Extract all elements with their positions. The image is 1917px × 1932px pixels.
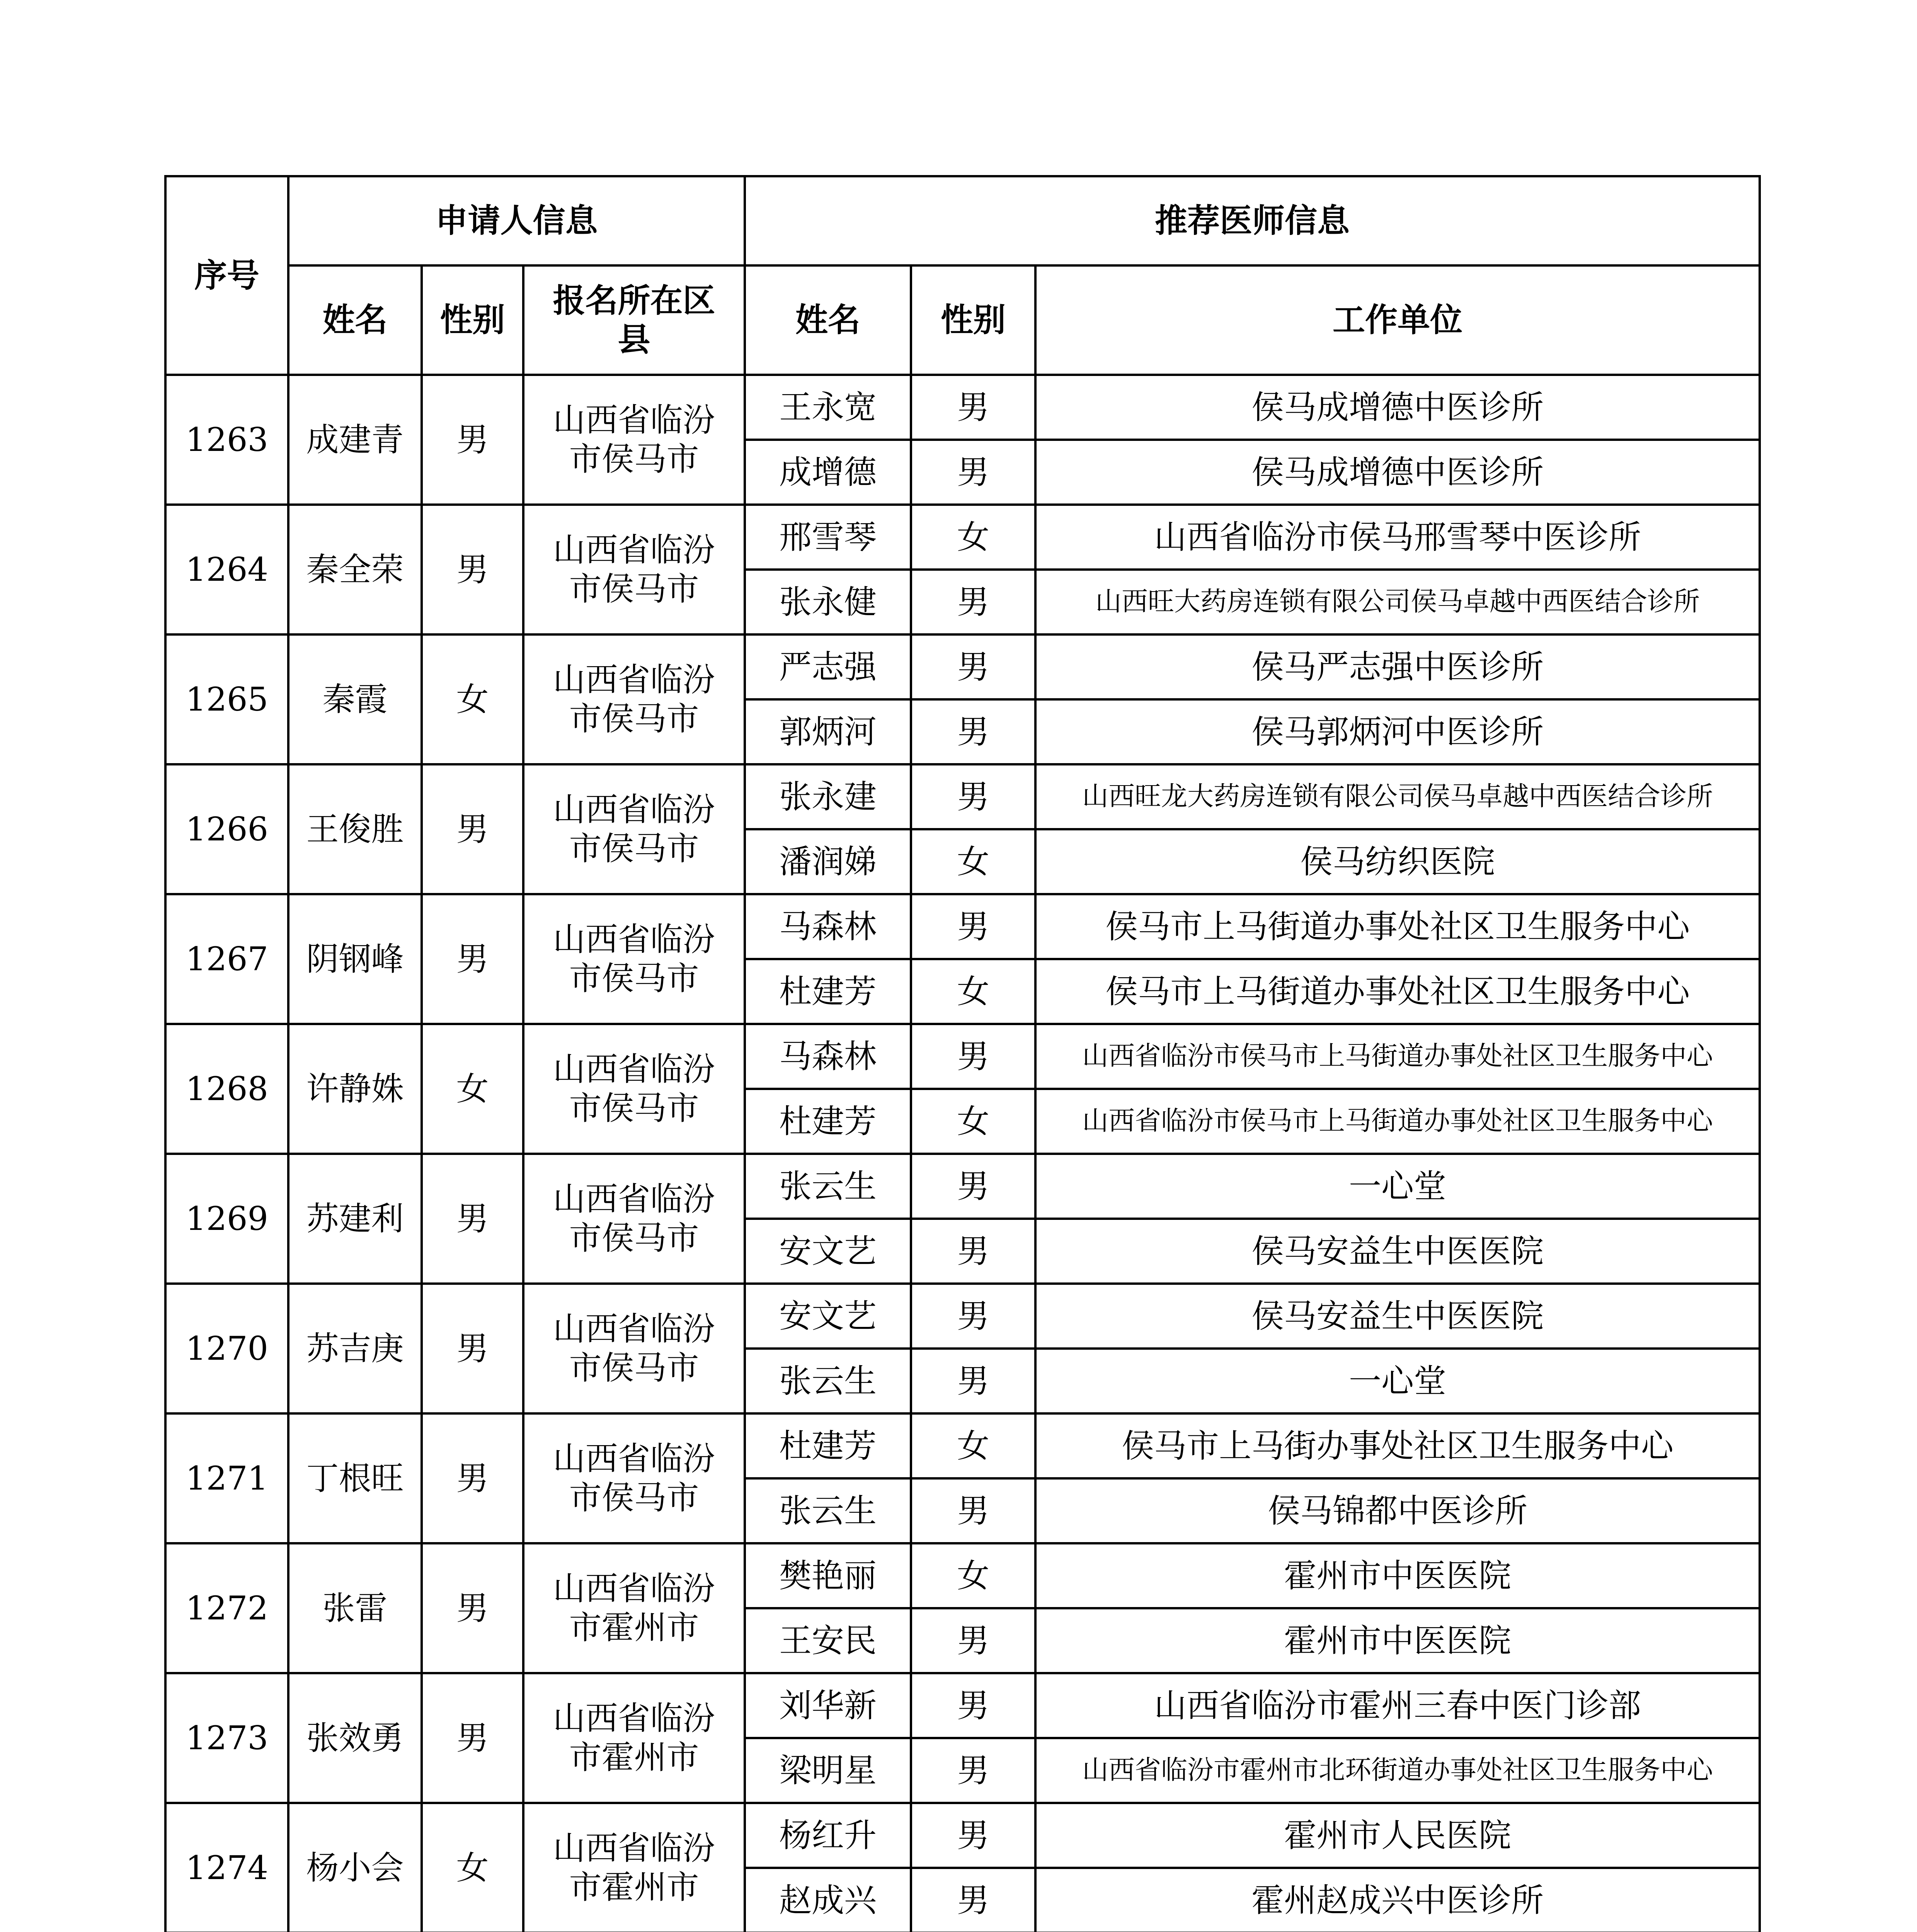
cell-applicant-county: 山西省临汾市霍州市 <box>523 1543 745 1673</box>
header-applicant-name: 姓名 <box>288 265 422 375</box>
cell-doctor-name: 王永宽 <box>745 375 911 440</box>
cell-seq: 1272 <box>165 1543 288 1673</box>
cell-doctor-unit: 侯马纺织医院 <box>1035 829 1760 894</box>
cell-doctor-name: 张云生 <box>745 1349 911 1413</box>
cell-doctor-gender: 男 <box>911 699 1035 764</box>
cell-doctor-gender: 男 <box>911 1478 1035 1543</box>
cell-doctor-unit: 山西省临汾市侯马市上马街道办事处社区卫生服务中心 <box>1035 1024 1760 1089</box>
header-doctor-gender: 性别 <box>911 265 1035 375</box>
cell-doctor-name: 潘润娣 <box>745 829 911 894</box>
cell-doctor-unit: 侯马严志强中医诊所 <box>1035 634 1760 699</box>
cell-applicant-name: 丁根旺 <box>288 1413 422 1543</box>
cell-seq: 1268 <box>165 1024 288 1154</box>
cell-doctor-unit: 侯马市上马街道办事处社区卫生服务中心 <box>1035 894 1760 959</box>
cell-doctor-gender: 男 <box>911 375 1035 440</box>
cell-doctor-gender: 男 <box>911 764 1035 829</box>
cell-doctor-gender: 男 <box>911 440 1035 505</box>
cell-doctor-gender: 男 <box>911 1608 1035 1673</box>
cell-doctor-gender: 男 <box>911 1219 1035 1284</box>
header-applicant-group: 申请人信息 <box>288 176 745 265</box>
cell-doctor-unit: 霍州市中医医院 <box>1035 1608 1760 1673</box>
table-row <box>165 634 1760 699</box>
cell-doctor-gender: 女 <box>911 1543 1035 1608</box>
cell-doctor-unit: 侯马郭炳河中医诊所 <box>1035 699 1760 764</box>
cell-doctor-name: 赵成兴 <box>745 1868 911 1932</box>
cell-doctor-unit: 侯马市上马街办事处社区卫生服务中心 <box>1035 1413 1760 1478</box>
cell-applicant-county: 山西省临汾市侯马市 <box>523 634 745 764</box>
cell-doctor-name: 邢雪琴 <box>745 505 911 570</box>
cell-applicant-name: 许静姝 <box>288 1024 422 1154</box>
cell-applicant-name: 秦全荣 <box>288 505 422 634</box>
table-row <box>165 1284 1760 1349</box>
cell-applicant-county: 山西省临汾市侯马市 <box>523 764 745 894</box>
cell-doctor-gender: 男 <box>911 1673 1035 1738</box>
cell-applicant-gender: 男 <box>422 1543 523 1673</box>
cell-doctor-gender: 男 <box>911 1154 1035 1219</box>
header-applicant-county: 报名所在区县 <box>523 265 745 375</box>
header-row-group <box>165 176 1760 265</box>
cell-doctor-gender: 男 <box>911 1349 1035 1413</box>
header-doctor-unit: 工作单位 <box>1035 265 1760 375</box>
cell-doctor-name: 安文艺 <box>745 1284 911 1349</box>
cell-doctor-gender: 男 <box>911 1024 1035 1089</box>
cell-doctor-unit: 侯马安益生中医医院 <box>1035 1284 1760 1349</box>
cell-doctor-gender: 女 <box>911 1413 1035 1478</box>
cell-applicant-name: 杨小会 <box>288 1803 422 1932</box>
cell-doctor-name: 张永建 <box>745 764 911 829</box>
cell-doctor-name: 严志强 <box>745 634 911 699</box>
cell-doctor-unit: 霍州赵成兴中医诊所 <box>1035 1868 1760 1932</box>
cell-doctor-name: 郭炳河 <box>745 699 911 764</box>
cell-doctor-unit: 霍州市人民医院 <box>1035 1803 1760 1868</box>
cell-doctor-unit: 山西旺大药房连锁有限公司侯马卓越中西医结合诊所 <box>1035 570 1760 634</box>
cell-doctor-unit: 一心堂 <box>1035 1349 1760 1413</box>
cell-seq: 1263 <box>165 375 288 505</box>
cell-applicant-gender: 男 <box>422 375 523 505</box>
cell-doctor-name: 马森林 <box>745 894 911 959</box>
cell-doctor-unit: 侯马成增德中医诊所 <box>1035 375 1760 440</box>
cell-applicant-gender: 男 <box>422 505 523 634</box>
cell-doctor-gender: 女 <box>911 1089 1035 1154</box>
cell-doctor-gender: 男 <box>911 634 1035 699</box>
cell-doctor-name: 王安民 <box>745 1608 911 1673</box>
cell-doctor-name: 杨红升 <box>745 1803 911 1868</box>
table-row <box>165 1543 1760 1608</box>
cell-doctor-gender: 女 <box>911 959 1035 1024</box>
cell-doctor-name: 杜建芳 <box>745 1089 911 1154</box>
cell-applicant-name: 苏吉庚 <box>288 1284 422 1413</box>
cell-applicant-county: 山西省临汾市侯马市 <box>523 1024 745 1154</box>
cell-doctor-name: 张云生 <box>745 1154 911 1219</box>
cell-doctor-unit: 山西省临汾市侯马邢雪琴中医诊所 <box>1035 505 1760 570</box>
cell-applicant-gender: 男 <box>422 894 523 1024</box>
cell-applicant-name: 阴钢峰 <box>288 894 422 1024</box>
cell-doctor-unit: 山西省临汾市霍州三春中医门诊部 <box>1035 1673 1760 1738</box>
cell-doctor-unit: 山西旺龙大药房连锁有限公司侯马卓越中西医结合诊所 <box>1035 764 1760 829</box>
table-row <box>165 764 1760 829</box>
cell-doctor-gender: 女 <box>911 505 1035 570</box>
cell-doctor-name: 杜建芳 <box>745 1413 911 1478</box>
cell-applicant-gender: 男 <box>422 1284 523 1413</box>
header-applicant-gender: 性别 <box>422 265 523 375</box>
cell-doctor-gender: 男 <box>911 1868 1035 1932</box>
cell-applicant-gender: 男 <box>422 764 523 894</box>
cell-doctor-unit: 一心堂 <box>1035 1154 1760 1219</box>
cell-doctor-gender: 女 <box>911 829 1035 894</box>
cell-doctor-unit: 侯马成增德中医诊所 <box>1035 440 1760 505</box>
cell-seq: 1271 <box>165 1413 288 1543</box>
cell-doctor-unit: 山西省临汾市侯马市上马街道办事处社区卫生服务中心 <box>1035 1089 1760 1154</box>
cell-doctor-gender: 男 <box>911 1803 1035 1868</box>
cell-applicant-gender: 女 <box>422 1024 523 1154</box>
cell-applicant-name: 苏建利 <box>288 1154 422 1284</box>
table-row <box>165 375 1760 440</box>
cell-seq: 1265 <box>165 634 288 764</box>
cell-doctor-gender: 男 <box>911 894 1035 959</box>
cell-doctor-name: 安文艺 <box>745 1219 911 1284</box>
cell-doctor-unit: 山西省临汾市霍州市北环街道办事处社区卫生服务中心 <box>1035 1738 1760 1803</box>
cell-doctor-name: 成增德 <box>745 440 911 505</box>
cell-doctor-name: 张云生 <box>745 1478 911 1543</box>
cell-applicant-name: 王俊胜 <box>288 764 422 894</box>
header-seq: 序号 <box>165 176 288 375</box>
cell-applicant-county: 山西省临汾市侯马市 <box>523 1154 745 1284</box>
table-row <box>165 1673 1760 1738</box>
cell-seq: 1264 <box>165 505 288 634</box>
cell-applicant-gender: 女 <box>422 1803 523 1932</box>
table-row <box>165 1024 1760 1089</box>
cell-seq: 1274 <box>165 1803 288 1932</box>
cell-seq: 1267 <box>165 894 288 1024</box>
cell-applicant-county: 山西省临汾市侯马市 <box>523 505 745 634</box>
cell-seq: 1270 <box>165 1284 288 1413</box>
cell-doctor-unit: 侯马锦都中医诊所 <box>1035 1478 1760 1543</box>
cell-doctor-gender: 男 <box>911 1284 1035 1349</box>
cell-doctor-name: 马森林 <box>745 1024 911 1089</box>
cell-applicant-county: 山西省临汾市霍州市 <box>523 1803 745 1932</box>
table-row <box>165 1154 1760 1219</box>
cell-doctor-name: 杜建芳 <box>745 959 911 1024</box>
cell-applicant-county: 山西省临汾市霍州市 <box>523 1673 745 1803</box>
table-row <box>165 1803 1760 1868</box>
applicant-table <box>164 175 1761 1932</box>
cell-doctor-gender: 男 <box>911 570 1035 634</box>
cell-applicant-name: 秦霞 <box>288 634 422 764</box>
cell-applicant-gender: 男 <box>422 1154 523 1284</box>
cell-seq: 1269 <box>165 1154 288 1284</box>
cell-doctor-unit: 霍州市中医医院 <box>1035 1543 1760 1608</box>
cell-doctor-name: 张永健 <box>745 570 911 634</box>
cell-applicant-county: 山西省临汾市侯马市 <box>523 1413 745 1543</box>
header-doctor-group: 推荐医师信息 <box>745 176 1760 265</box>
table-row <box>165 894 1760 959</box>
cell-applicant-gender: 男 <box>422 1673 523 1803</box>
header-row-columns <box>165 265 1760 375</box>
cell-seq: 1266 <box>165 764 288 894</box>
cell-doctor-unit: 侯马安益生中医医院 <box>1035 1219 1760 1284</box>
cell-doctor-name: 刘华新 <box>745 1673 911 1738</box>
cell-applicant-gender: 女 <box>422 634 523 764</box>
cell-doctor-name: 樊艳丽 <box>745 1543 911 1608</box>
cell-doctor-unit: 侯马市上马街道办事处社区卫生服务中心 <box>1035 959 1760 1024</box>
table-row <box>165 1413 1760 1478</box>
cell-applicant-name: 张效勇 <box>288 1673 422 1803</box>
cell-applicant-gender: 男 <box>422 1413 523 1543</box>
table-row <box>165 505 1760 570</box>
cell-applicant-county: 山西省临汾市侯马市 <box>523 894 745 1024</box>
cell-doctor-gender: 男 <box>911 1738 1035 1803</box>
cell-doctor-name: 梁明星 <box>745 1738 911 1803</box>
header-doctor-name: 姓名 <box>745 265 911 375</box>
cell-applicant-name: 张雷 <box>288 1543 422 1673</box>
cell-seq: 1273 <box>165 1673 288 1803</box>
cell-applicant-name: 成建青 <box>288 375 422 505</box>
cell-applicant-county: 山西省临汾市侯马市 <box>523 1284 745 1413</box>
cell-applicant-county: 山西省临汾市侯马市 <box>523 375 745 505</box>
